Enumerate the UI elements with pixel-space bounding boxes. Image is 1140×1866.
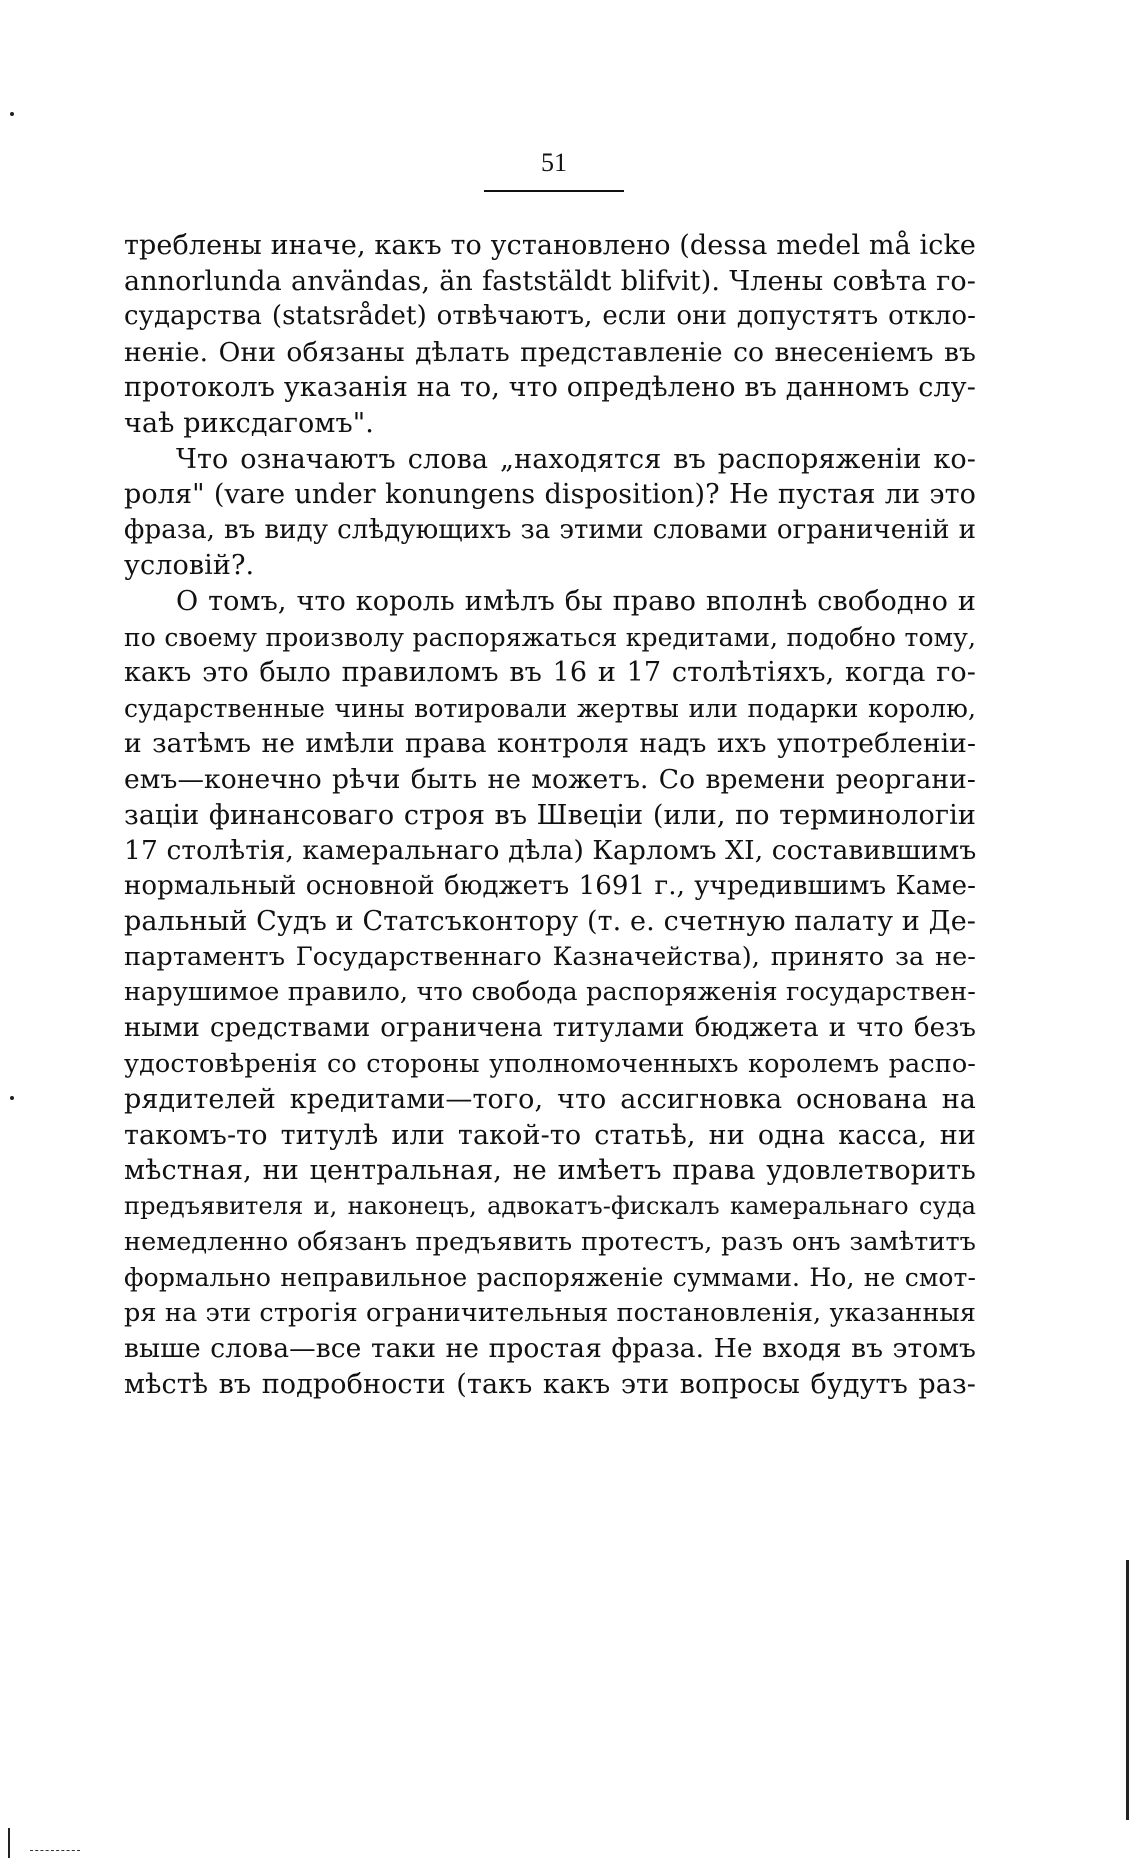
scan-edge-mark — [1126, 1560, 1129, 1820]
scan-speck — [10, 1096, 14, 1100]
text-line: чаѣ риксдагомъ". — [124, 407, 374, 439]
text-line: неніе. Они обязаны дѣлать представленіе со внесеніемъ въ — [124, 336, 976, 368]
body-text — [124, 228, 976, 1403]
text-line: по своему произволу распоряжаться кредитами, подобно тому, — [124, 622, 976, 652]
text-line: О томъ, что король имѣлъ бы право вполнѣ свободно и — [176, 585, 976, 617]
page-number-rule — [484, 190, 624, 192]
text-line: Что означаютъ слова „находятся въ распоряженіи ко- — [176, 443, 976, 475]
text-line: сударственные чины вотировали жертвы или подарки королю, — [124, 693, 976, 723]
text-line: 17 столѣтія, камеральнаго дѣла) Карломъ XI, составившимъ — [124, 835, 977, 867]
scan-foot-mark — [30, 1850, 80, 1851]
text-line: удостовѣренія со стороны уполномоченныхъ королемъ распо- — [124, 1048, 976, 1079]
text-line: выше слова—все таки не простая фраза. Не входя въ этомъ — [124, 1333, 976, 1365]
scan-speck — [10, 112, 14, 116]
text-line: рядителей кредитами—того, что ассигновка основана на — [124, 1084, 976, 1116]
text-line: немедленно обязанъ предъявить протестъ, разъ онъ замѣтитъ — [124, 1226, 976, 1257]
text-line: такомъ-то титулѣ или такой-то статьѣ, ни одна касса, ни — [124, 1119, 976, 1151]
text-line: нормальный основной бюджетъ 1691 г., учредившимъ Каме- — [124, 870, 976, 901]
text-line: мѣстная, ни центральная, не имѣетъ права удовлетворить — [124, 1155, 976, 1187]
text-line: фраза, въ виду слѣдующихъ за этими словами ограниченій и — [124, 514, 976, 545]
text-line: ральный Судъ и Статсъконтору (т. е. счетную палату и Де- — [124, 906, 976, 938]
text-line: какъ это было правиломъ въ 16 и 17 столѣтіяхъ, когда го- — [124, 657, 976, 689]
text-line: мѣстѣ въ подробности (такъ какъ эти вопросы будутъ раз- — [124, 1369, 976, 1400]
text-line: ря на эти строгія ограничительныя постановленія, указанныя — [124, 1297, 976, 1328]
scan-edge-mark — [8, 1828, 10, 1858]
text-line: annorlunda användas, än faststäldt blifvit). Члены совѣта го- — [124, 265, 976, 297]
text-line: емъ—конечно рѣчи быть не можетъ. Со времени реоргани- — [124, 763, 976, 795]
text-line: партаментъ Государственнаго Казначейства), принято за не- — [124, 941, 976, 972]
text-line: предъявителя и, наконецъ, адвокатъ-фискалъ камеральнаго суда — [124, 1192, 976, 1221]
text-line: заціи финансоваго строя въ Швеціи (или, по терминологіи — [124, 799, 976, 831]
page-number: 51 — [541, 148, 567, 177]
text-line: роля" (vare under konungens disposition)? Не пустая ли это — [124, 479, 976, 511]
text-line: формально неправильное распоряженіе суммами. Но, не смот- — [124, 1263, 976, 1293]
text-line: и затѣмъ не имѣли права контроля надъ ихъ употребленіи- — [124, 728, 976, 760]
text-line: нарушимое правило, что свобода распоряженія государствен- — [124, 977, 976, 1008]
text-line: ными средствами ограничена титулами бюджета и что безъ — [124, 1013, 976, 1044]
text-line: условій?. — [124, 550, 255, 582]
text-line: сударства (statsrådet) отвѣчаютъ, если они допустятъ откло- — [124, 301, 976, 332]
text-line: протоколъ указанія на то, что опредѣлено въ данномъ слу- — [124, 372, 976, 404]
text-line: треблены иначе, какъ то установлено (dessa medel må icke — [124, 230, 976, 261]
